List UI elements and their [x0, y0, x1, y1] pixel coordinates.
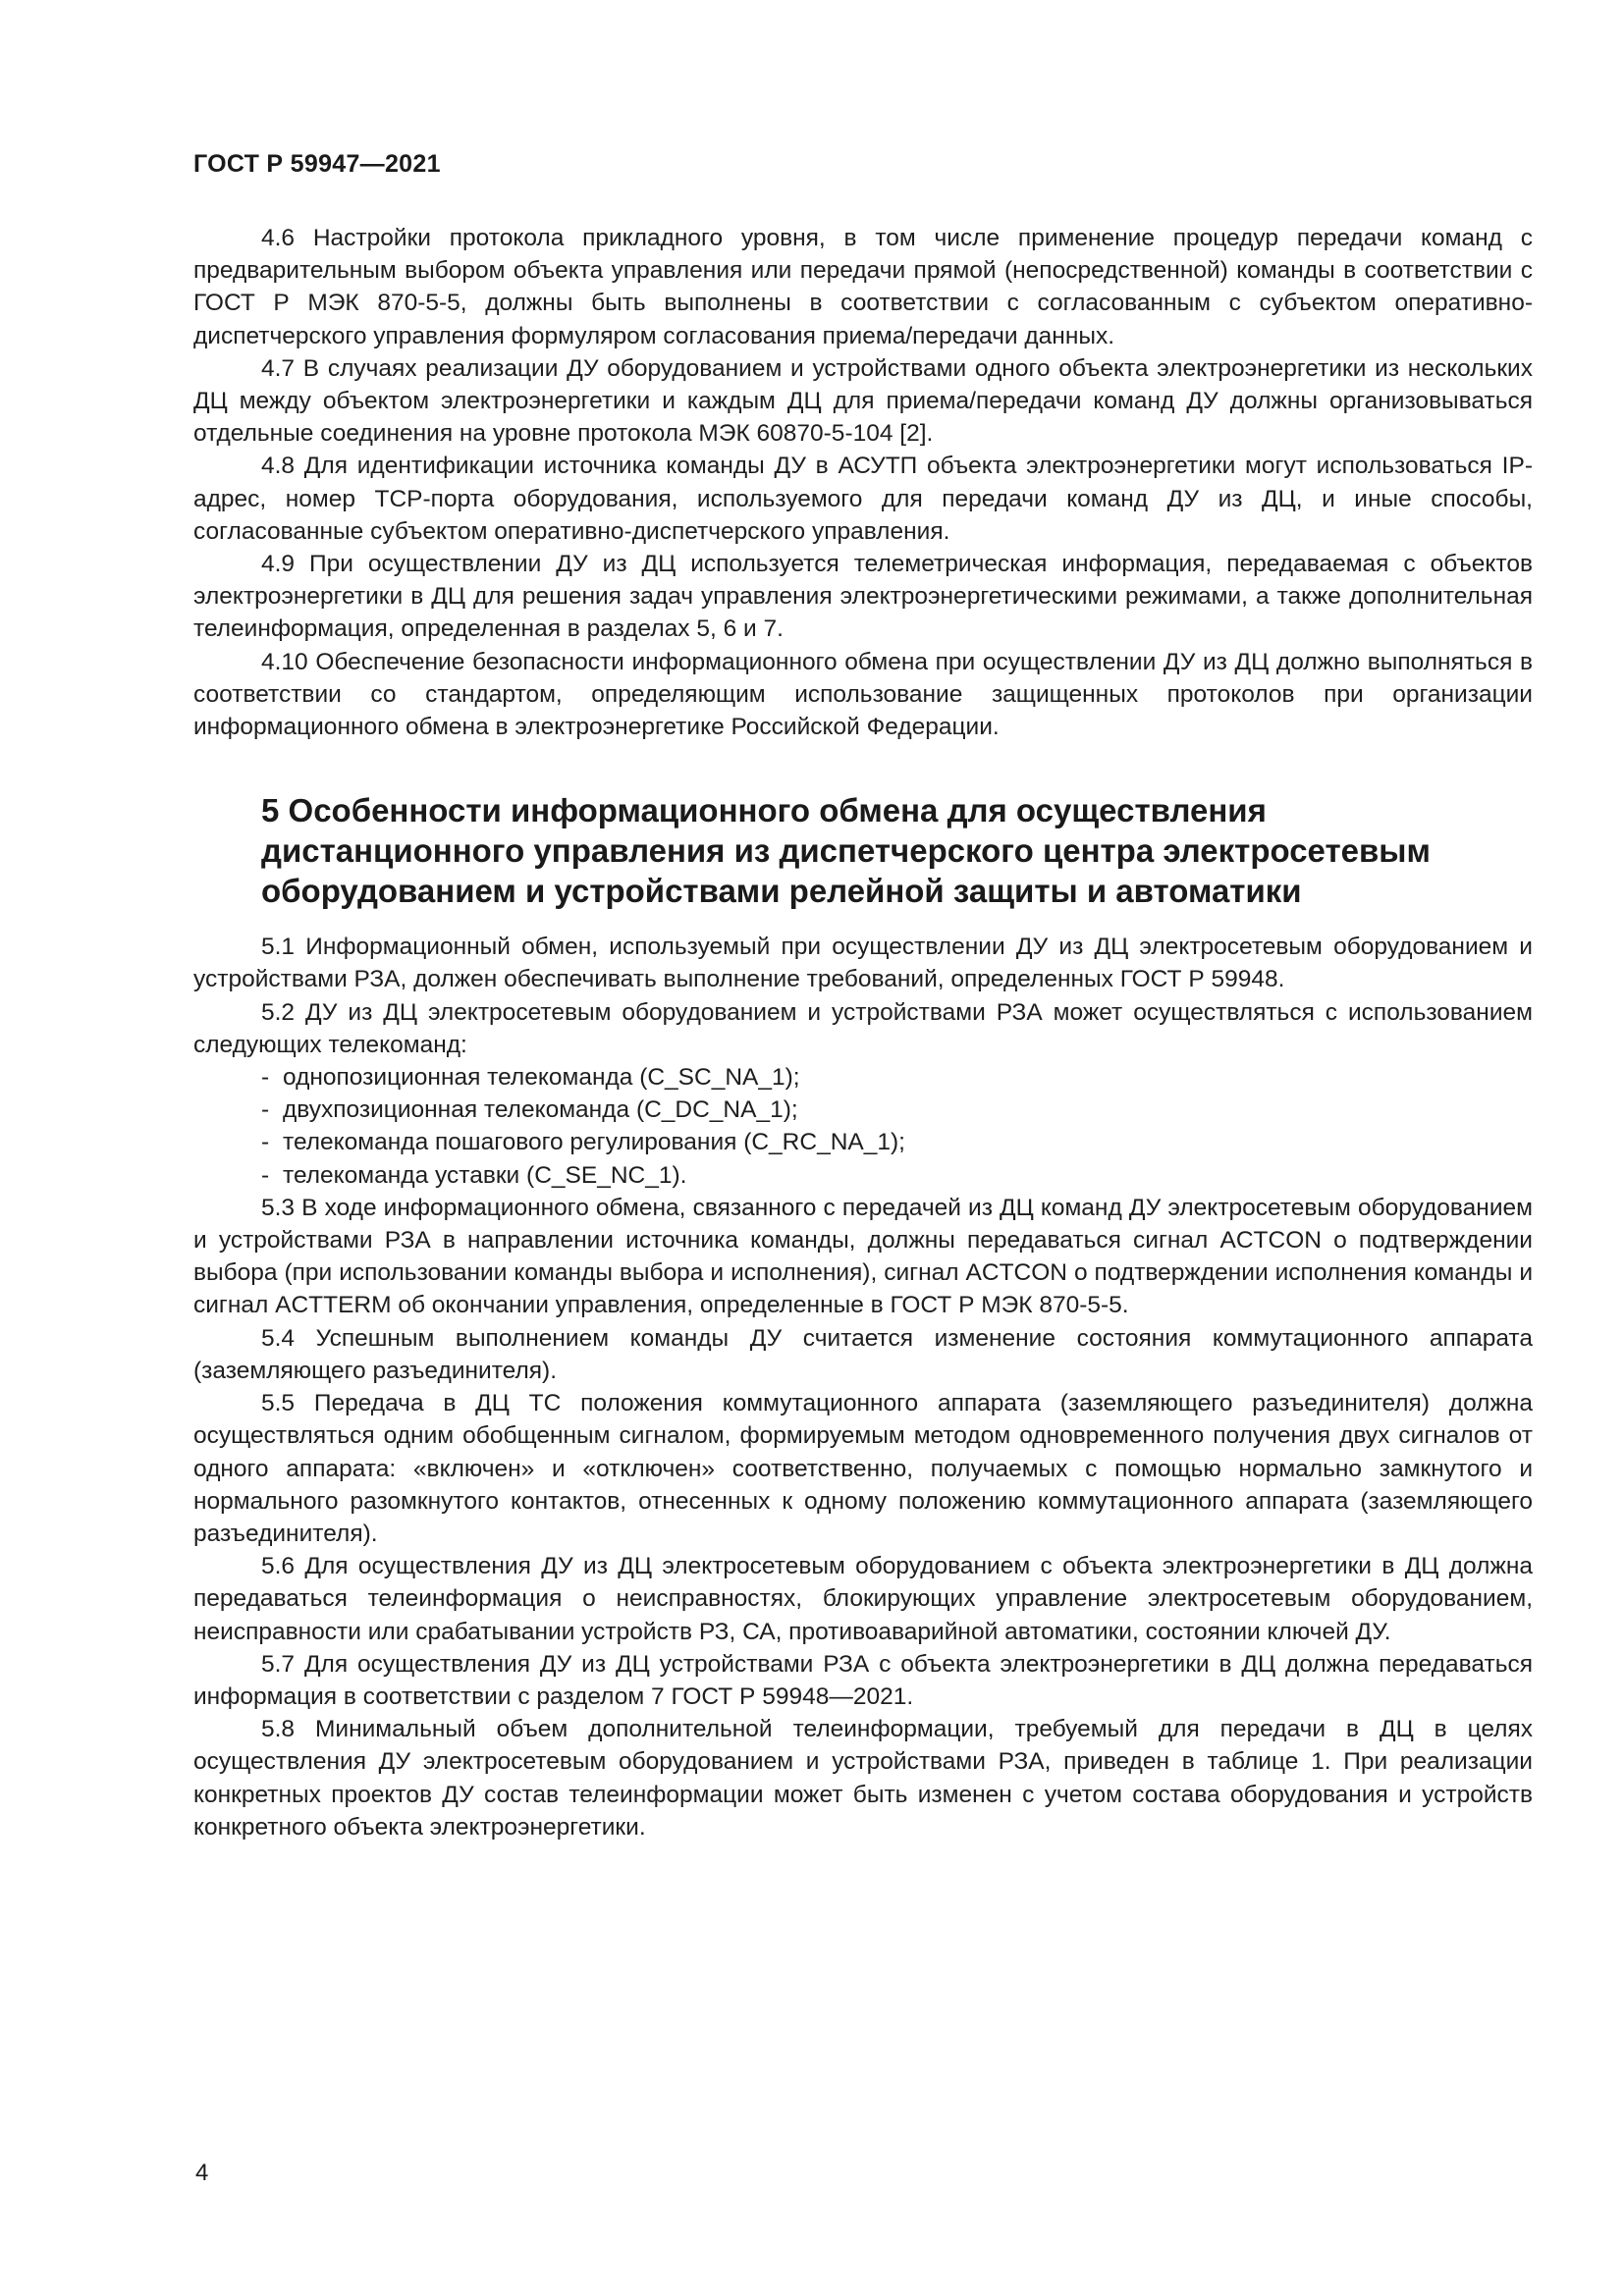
paragraph-5-5: 5.5 Передача в ДЦ ТС положения коммутационного аппарата (заземляющего разъединителя) должна осуществляться одним обобщенным сигналом, формируемым методом одновременного получения двух сигналов от одного аппарата: «включен» и «отключен» соответственно, получаемых с помощью нормально замкнутого и нормального разомкнутого контактов, отнесенных к одному положению коммутационного аппарата (заземляющего разъединителя).: [193, 1390, 1533, 1547]
paragraph-5-6: 5.6 Для осуществления ДУ из ДЦ электросетевым оборудованием с объекта электроэнергетики в ДЦ должна передаваться телеинформация о неисправностях, блокирующих управление электросетевым оборудованием, неисправности или срабатывании устройств РЗ, СА, противоаварийной автоматики, состоянии ключей ДУ.: [193, 1553, 1533, 1645]
document-body: [193, 222, 1533, 1843]
list-item-text: однопозиционная телекоманда (C_SC_NA_1);: [283, 1064, 800, 1092]
paragraph-5-2: 5.2 ДУ из ДЦ электросетевым оборудованием и устройствами РЗА может осуществляться с использованием следующих телекоманд:: [193, 998, 1533, 1058]
paragraph-4-9: 4.9 При осуществлении ДУ из ДЦ используется телеметрическая информация, передаваемая с объектов электроэнергетики в ДЦ для решения задач управления электроэнергетическими режимами, а также дополнительная телеинформация, определенная в разделах 5, 6 и 7.: [193, 551, 1533, 643]
paragraph-4-7: 4.7 В случаях реализации ДУ оборудованием и устройствами одного объекта электроэнергетики из нескольких ДЦ между объектом электроэнергетики и каждым ДЦ для приема/передачи команд ДУ должны организовываться отдельные соединения на уровне протокола МЭК 60870-5-104 [2].: [193, 354, 1533, 448]
list-item: [193, 1061, 1533, 1094]
paragraph-4-6: 4.6 Настройки протокола прикладного уровня, в том числе применение процедур передачи команд с предварительным выбором объекта управления или передачи прямой (непосредственной) команды в соответствии с ГОСТ Р МЭК 870-5-5, должны быть выполнены в соответствии с согласованным с субъектом оперативно-диспетчерского управления формуляром согласования приема/передачи данных.: [193, 225, 1533, 349]
section-5-title: 5 Особенности информационного обмена для осуществления дистанционного управления из диспетчерского центра электросетевым оборудованием и устройствами релейной защиты и автоматики: [261, 792, 1431, 910]
list-item-text: двухпозиционная телекоманда (C_DC_NA_1);: [283, 1096, 798, 1124]
paragraph-5-7: 5.7 Для осуществления ДУ из ДЦ устройствами РЗА с объекта электроэнергетики в ДЦ должна передаваться информация в соответствии с разделом 7 ГОСТ Р 59948—2021.: [193, 1650, 1533, 1710]
paragraph-5-8: 5.8 Минимальный объем дополнительной телеинформации, требуемый для передачи в ДЦ в целях осуществления ДУ электросетевым оборудованием и устройствами РЗА, приведен в таблице 1. При реализации конкретных проектов ДУ состав телеинформации может быть изменен с учетом состава оборудования и устройств конкретного объекта электроэнергетики.: [193, 1716, 1533, 1841]
paragraph-4-10: 4.10 Обеспечение безопасности информационного обмена при осуществлении ДУ из ДЦ должно выполняться в соответствии со стандартом, определяющим использование защищенных протоколов при организации информационного обмена в электроэнергетике Российской Федерации.: [193, 648, 1533, 741]
paragraph-5-4: 5.4 Успешным выполнением команды ДУ считается изменение состояния коммутационного аппарата (заземляющего разъединителя).: [193, 1324, 1533, 1384]
list-item: [193, 1094, 1533, 1126]
list-item: [193, 1126, 1533, 1158]
document-header: ГОСТ Р 59947—2021: [193, 150, 441, 178]
list-dash: -: [261, 1064, 270, 1092]
list-item: [193, 1159, 1533, 1192]
paragraph-5-3: 5.3 В ходе информационного обмена, связанного с передачей из ДЦ команд ДУ электросетевым оборудованием и устройствами РЗА в направлении источника команды, должны передаваться сигнал ACTCON о подтверждении выбора (при использовании команды выбора и исполнения), сигнал ACTCON о подтверждении исполнения команды и сигнал ACTTERM об окончании управления, определенные в ГОСТ Р МЭК 870-5-5.: [193, 1194, 1533, 1319]
paragraph-5-1: 5.1 Информационный обмен, используемый при осуществлении ДУ из ДЦ электросетевым оборудованием и устройствами РЗА, должен обеспечивать выполнение требований, определенных ГОСТ Р 59948.: [193, 934, 1533, 993]
list-dash: -: [261, 1161, 270, 1189]
list-dash: -: [261, 1096, 270, 1124]
list-item-text: телекоманда пошагового регулирования (C_RC_NA_1);: [283, 1129, 905, 1156]
list-dash: -: [261, 1129, 270, 1156]
telecommand-list: [193, 1061, 1533, 1192]
list-item-text: телекоманда уставки (C_SE_NC_1).: [283, 1161, 687, 1189]
page-number: 4: [195, 2160, 209, 2186]
paragraph-4-8: 4.8 Для идентификации источника команды ДУ в АСУТП объекта электроэнергетики могут использоваться IP-адрес, номер TCP-порта оборудования, используемого для передачи команд ДУ из ДЦ, и иные способы, согласованные субъектом оперативно-диспетчерского управления.: [193, 453, 1533, 545]
